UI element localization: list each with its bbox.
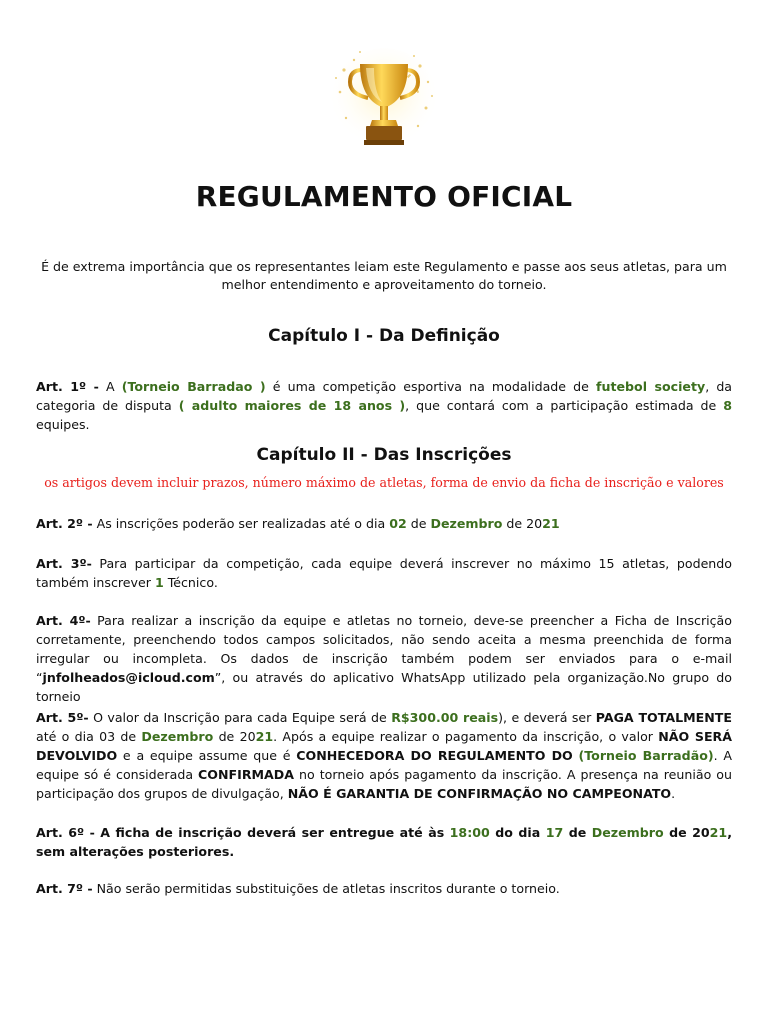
- deadline-day: 17: [545, 825, 564, 840]
- article-text: , que contará com a participação estimada de: [405, 398, 724, 413]
- article-text: equipes.: [36, 417, 90, 432]
- article-6: [36, 823, 732, 861]
- article-text: de 20: [213, 729, 256, 744]
- article-label: Art. 2º -: [36, 516, 93, 531]
- article-text: , sem alterações posteriores.: [36, 825, 732, 859]
- deadline-time: 18:00: [449, 825, 490, 840]
- article-text: de: [406, 516, 431, 531]
- aware-notice: CONHECEDORA DO REGULAMENTO DO: [296, 748, 573, 763]
- confirmed-notice: CONFIRMADA: [198, 767, 295, 782]
- payment-month: Dezembro: [141, 729, 214, 744]
- article-text: e a equipe assume que é: [117, 748, 297, 763]
- team-count: 8: [723, 398, 732, 413]
- article-1: [36, 377, 732, 434]
- sport-name: futebol society: [596, 379, 706, 394]
- deadline-month: Dezembro: [430, 516, 503, 531]
- article-text: Não serão permitidas substituições de atletas inscritos durante o torneio.: [92, 881, 560, 896]
- deadline-month: Dezembro: [591, 825, 664, 840]
- article-label: Art. 3º-: [36, 556, 92, 571]
- intro-paragraph: É de extrema importância que os representantes leiam este Regulamento e passe aos seus atletas, para um melhor entendimento e aproveitamento do torneio.: [41, 259, 727, 292]
- article-text: Técnico.: [163, 575, 218, 590]
- document-title: REGULAMENTO OFICIAL: [195, 180, 573, 213]
- article-text: de: [563, 825, 592, 840]
- no-guarantee-notice: NÃO É GARANTIA DE CONFIRMAÇÃO NO CAMPEONATO: [287, 786, 672, 801]
- tournament-name: (Torneio Barradão): [578, 748, 714, 763]
- coach-count: 1: [154, 575, 164, 590]
- editor-note: os artigos devem incluir prazos, número máximo de atletas, forma de envio da ficha de inscrição e valores: [44, 475, 724, 490]
- no-refund-notice: NÃO SERÁ DEVOLVIDO: [36, 729, 732, 763]
- article-text: ), e deverá ser: [498, 710, 596, 725]
- article-3: [36, 554, 732, 592]
- article-text: do dia: [489, 825, 546, 840]
- article-label: Art. 1º -: [36, 379, 99, 394]
- tournament-name: (Torneio Barradao ): [121, 379, 266, 394]
- article-label: Art. 4º-: [36, 613, 91, 628]
- paid-notice: PAGA TOTALMENTE: [595, 710, 732, 725]
- article-text: é uma competição esportiva na modalidade de: [265, 379, 597, 394]
- article-label: Art. 6º - A ficha de inscrição deverá ser entregue até às: [36, 825, 450, 840]
- article-text: . A equipe só é considerada: [36, 748, 732, 782]
- article-7: [36, 879, 732, 898]
- article-5: [36, 708, 732, 803]
- article-text: no torneio após pagamento da inscrição. A presença na reunião ou participação dos grupos de divulgação,: [36, 767, 732, 801]
- payment-year: 21: [255, 729, 274, 744]
- contact-email: jnfolheados@icloud.com: [42, 670, 215, 685]
- article-text: As inscrições poderão ser realizadas até o dia: [92, 516, 390, 531]
- article-text: O valor da Inscrição para cada Equipe será de: [88, 710, 392, 725]
- deadline-day: 02: [389, 516, 407, 531]
- article-text: Para realizar a inscrição da equipe e atletas no torneio, deve-se preencher a Ficha de Inscrição corretamente, preenchendo todos campos solicitados, não sendo aceita a mesma preenchida de forma irregular ou incompleta. Os dados de inscrição também podem ser enviados para o e-mail “: [36, 613, 732, 685]
- article-text: A: [98, 379, 122, 394]
- deadline-year: 21: [542, 516, 560, 531]
- article-label: Art. 7º -: [36, 881, 93, 896]
- article-text: de 20: [663, 825, 710, 840]
- registration-price: R$300.00 reais: [391, 710, 499, 725]
- article-4: [36, 611, 732, 706]
- article-text: , da categoria de disputa: [36, 379, 733, 413]
- category-name: ( adulto maiores de 18 anos ): [178, 398, 406, 413]
- article-text: até o dia 03 de: [36, 729, 142, 744]
- article-text: . Após a equipe realizar o pagamento da inscrição, o valor: [273, 729, 659, 744]
- chapter-1-heading: Capítulo I - Da Definição: [268, 326, 500, 346]
- article-text: Para participar da competição, cada equipe deverá inscrever no máximo 15 atletas, podendo também inscrever: [36, 556, 732, 590]
- trophy-icon: [330, 48, 438, 152]
- article-text: ”, ou através do aplicativo WhatsApp utilizado pela organização.No grupo do torneio: [36, 670, 732, 704]
- article-2: [36, 514, 732, 533]
- article-label: Art. 5º-: [36, 710, 89, 725]
- deadline-year: 21: [709, 825, 728, 840]
- chapter-2-heading: Capítulo II - Das Inscrições: [256, 445, 512, 465]
- article-text: .: [671, 786, 676, 801]
- article-text: de 20: [502, 516, 543, 531]
